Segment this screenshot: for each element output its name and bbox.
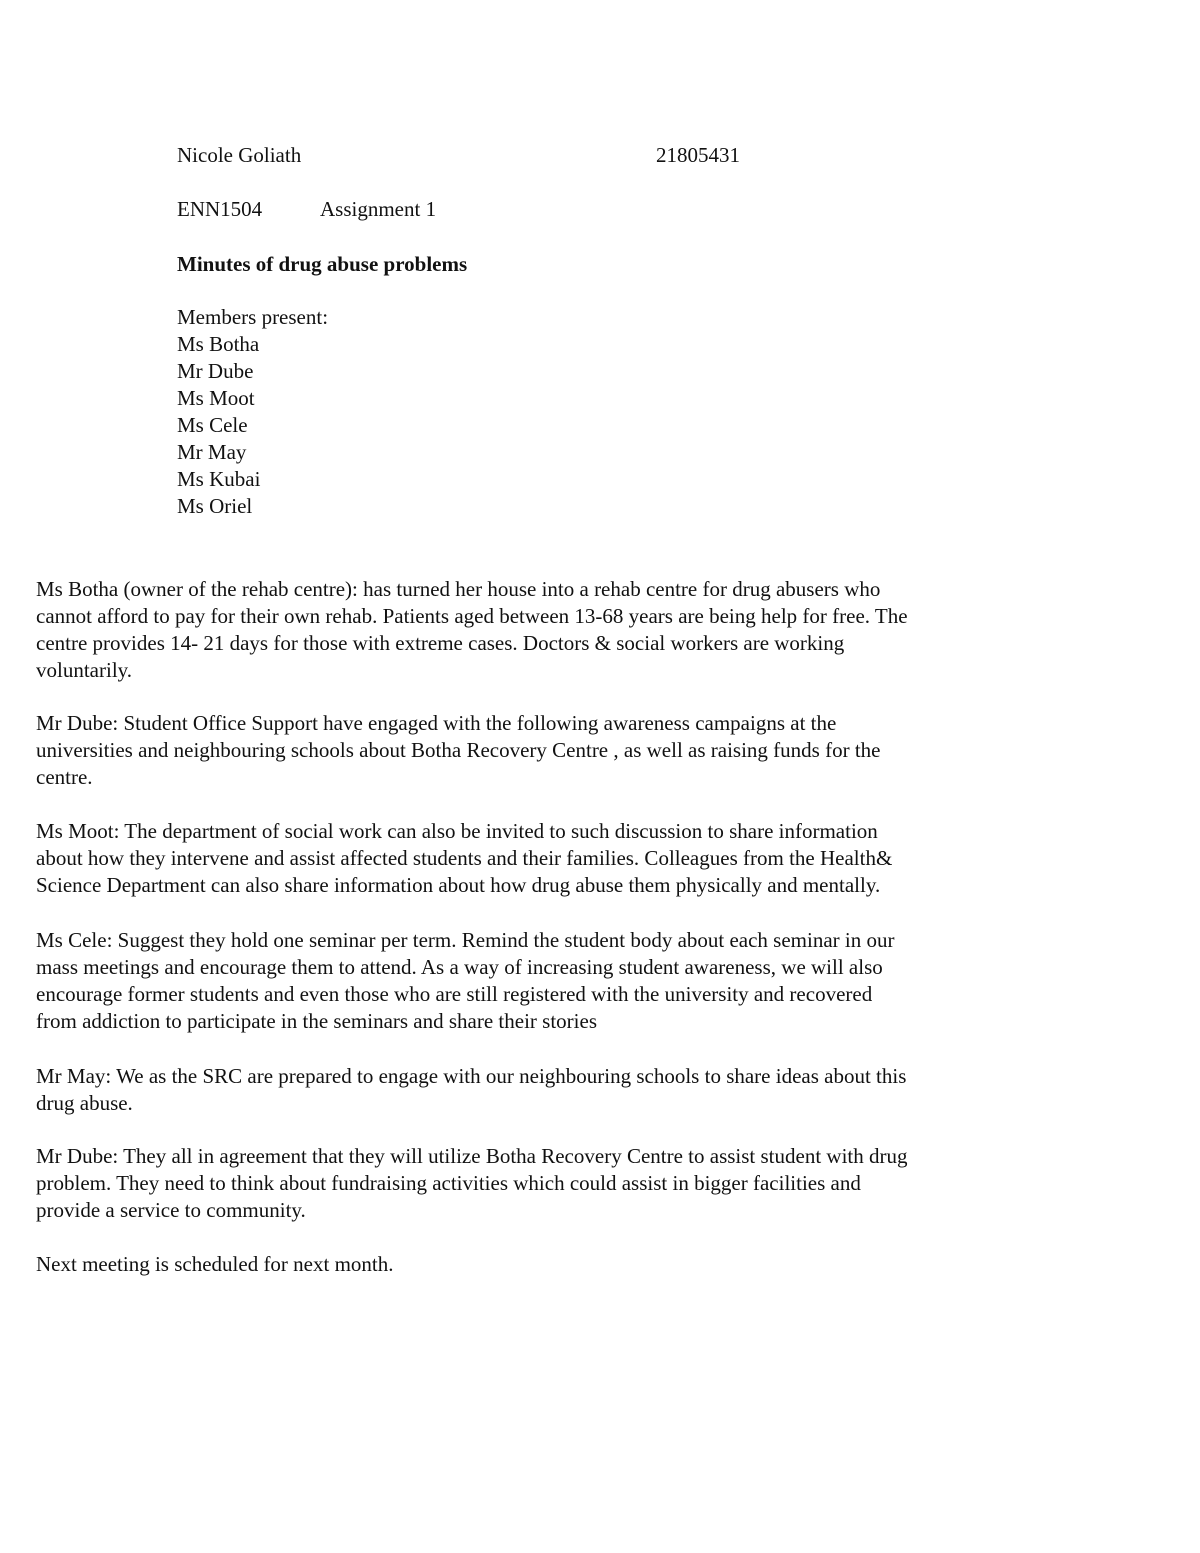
paragraph-line: problem. They need to think about fundraising activities which could assist in bigger facilities and — [36, 1171, 861, 1195]
paragraph-moot — [36, 818, 1036, 899]
paragraph-line: about how they intervene and assist affected students and their families. Colleagues from the Health& — [36, 846, 893, 870]
paragraph-line: Next meeting is scheduled for next month. — [36, 1252, 394, 1276]
paragraph-line: centre. — [36, 765, 93, 789]
paragraph-next-meeting — [36, 1251, 1036, 1278]
course-code: ENN1504 — [177, 197, 263, 221]
paragraph-line: encourage former students and even those who are still registered with the university and recovered — [36, 982, 873, 1006]
paragraph-may — [36, 1063, 1036, 1117]
paragraph-line: drug abuse. — [36, 1091, 133, 1115]
paragraph-line: voluntarily. — [36, 658, 133, 682]
paragraph-botha — [36, 576, 1036, 684]
member-item: Ms Moot — [177, 386, 255, 410]
document-title: Minutes of drug abuse problems — [177, 252, 468, 276]
paragraph-line: from addiction to participate in the seminars and share their stories — [36, 1009, 597, 1033]
paragraph-cele — [36, 927, 1036, 1035]
paragraph-line: centre provides 14- 21 days for those with extreme cases. Doctors & social workers are working — [36, 631, 845, 655]
student-number: 21805431 — [656, 143, 740, 167]
paragraph-line: Mr Dube: Student Office Support have engaged with the following awareness campaigns at the — [36, 711, 837, 735]
member-item: Mr May — [177, 440, 247, 464]
member-item: Ms Botha — [177, 332, 260, 356]
paragraph-line: Mr Dube: They all in agreement that they will utilize Botha Recovery Centre to assist student with drug — [36, 1144, 908, 1168]
paragraph-line: cannot afford to pay for their own rehab. Patients aged between 13-68 years are being help for free. The — [36, 604, 908, 628]
members-present-list — [177, 304, 328, 520]
paragraph-line: mass meetings and encourage them to attend. As a way of increasing student awareness, we will also — [36, 955, 883, 979]
paragraph-dube-1 — [36, 710, 1036, 791]
member-item: Ms Kubai — [177, 467, 261, 491]
paragraph-line: Ms Moot: The department of social work can also be invited to such discussion to share information — [36, 819, 878, 843]
paragraph-dube-2 — [36, 1143, 1036, 1224]
paragraph-line: Ms Botha (owner of the rehab centre): has turned her house into a rehab centre for drug abusers who — [36, 577, 881, 601]
member-item: Mr Dube — [177, 359, 254, 383]
paragraph-line: Science Department can also share information about how drug abuse them physically and mentally. — [36, 873, 881, 897]
assignment-label: Assignment 1 — [320, 197, 437, 221]
member-item: Ms Cele — [177, 413, 248, 437]
paragraph-line: Mr May: We as the SRC are prepared to engage with our neighbouring schools to share ideas about this — [36, 1064, 907, 1088]
student-name: Nicole Goliath — [177, 143, 302, 167]
paragraph-line: universities and neighbouring schools about Botha Recovery Centre , as well as raising funds for the — [36, 738, 881, 762]
paragraph-line: Ms Cele: Suggest they hold one seminar per term. Remind the student body about each seminar in our — [36, 928, 895, 952]
members-heading: Members present: — [177, 305, 329, 329]
paragraph-line: provide a service to community. — [36, 1198, 306, 1222]
member-item: Ms Oriel — [177, 494, 253, 518]
